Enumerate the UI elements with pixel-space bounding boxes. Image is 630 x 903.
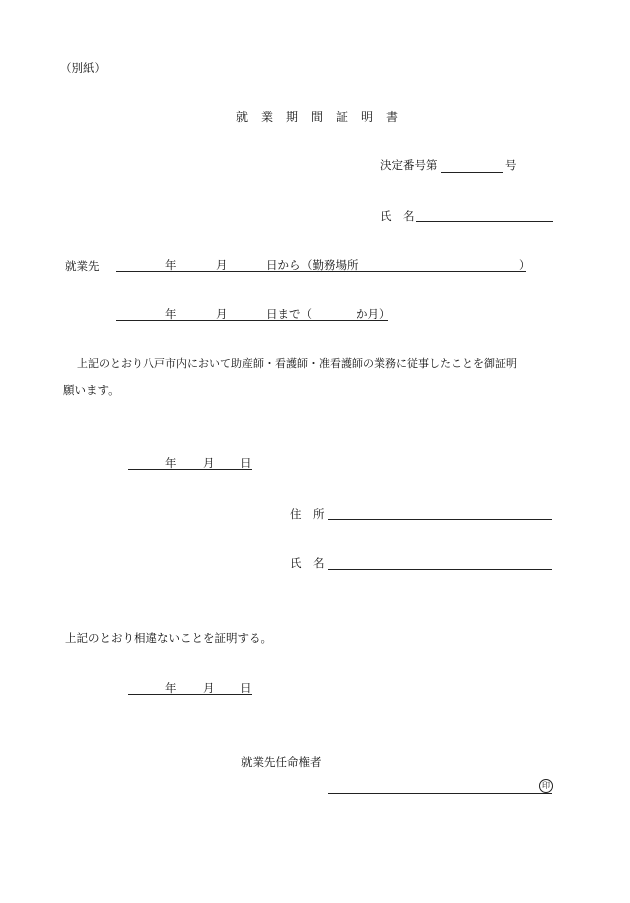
certify-text: 上記のとおり相違ないことを証明する。 xyxy=(65,631,272,645)
name-field-top[interactable] xyxy=(416,221,553,222)
workplace-label: （勤務場所 xyxy=(301,258,359,272)
request-text-line2: 願います。 xyxy=(63,383,120,397)
period-from-year: 年 xyxy=(165,258,177,272)
address-field[interactable] xyxy=(328,519,552,520)
period-to-underline[interactable] xyxy=(116,320,388,321)
authority-label: 就業先任命権者 xyxy=(241,755,322,769)
date1-year: 年 xyxy=(165,456,177,470)
decision-number-suffix: 号 xyxy=(505,158,517,172)
period-to-month: 月 xyxy=(216,307,228,321)
name-label-bottom: 氏 名 xyxy=(290,556,325,570)
request-text-line1: 上記のとおり八戸市内において助産師・看護師・准看護師の業務に従事したことを御証明 xyxy=(77,357,517,370)
employer-label: 就業先 xyxy=(65,259,100,273)
address-label: 住 所 xyxy=(290,507,325,521)
name-label-top: 氏 名 xyxy=(380,209,415,223)
workplace-close: ） xyxy=(519,258,531,272)
name-field-bottom[interactable] xyxy=(328,569,552,570)
date2-month: 月 xyxy=(203,681,215,695)
date2-underline[interactable] xyxy=(128,694,252,695)
decision-number-label: 決定番号第 xyxy=(380,158,438,172)
date2-day: 日 xyxy=(240,681,252,695)
period-from-day: 日から xyxy=(266,258,301,272)
period-to-day: 日まで（ xyxy=(266,307,312,321)
date2-year: 年 xyxy=(165,681,177,695)
period-from-month: 月 xyxy=(216,258,228,272)
seal-mark: 印 xyxy=(539,779,553,793)
attachment-note: （別紙） xyxy=(60,61,106,75)
date1-month: 月 xyxy=(203,456,215,470)
date1-underline[interactable] xyxy=(128,469,252,470)
date1-day: 日 xyxy=(240,456,252,470)
decision-number-field[interactable] xyxy=(441,172,503,173)
authority-signature-field[interactable] xyxy=(328,793,552,794)
period-to-months: か月） xyxy=(356,307,391,321)
document-title: 就業期間証明書 xyxy=(236,110,412,124)
period-to-year: 年 xyxy=(165,307,177,321)
